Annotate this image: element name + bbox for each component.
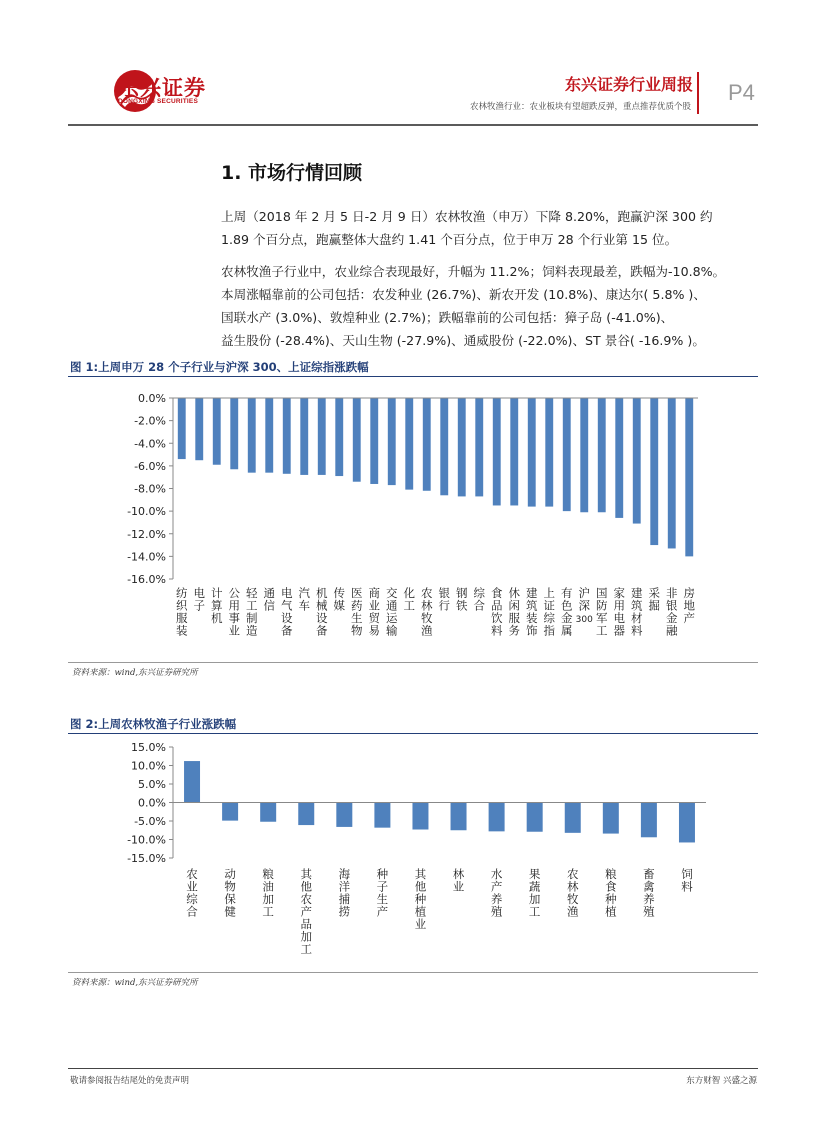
figure-2-source: 资料来源：wind,东兴证券研究所 — [72, 978, 198, 988]
x-tick-label: 医药生物 — [351, 586, 363, 638]
bar — [615, 398, 623, 518]
bar — [563, 398, 571, 511]
bar — [265, 398, 273, 473]
paragraph-line: 益生股份 (-28.4%)、天山生物 (-27.9%)、通威股份 (-22.0%)、ST 景谷( -16.9% )。 — [221, 333, 705, 348]
bar — [178, 398, 186, 459]
x-tick-label: 种子生产 — [376, 867, 389, 919]
page-number: P4 — [728, 80, 755, 105]
bar — [412, 803, 428, 830]
x-tick-label: 计算机 — [211, 586, 223, 625]
x-tick-label: 传媒 — [333, 586, 345, 613]
x-tick-label: 机械设备 — [316, 586, 328, 638]
bar — [528, 398, 536, 507]
bar — [489, 803, 505, 832]
x-tick-label: 采掘 — [648, 586, 660, 613]
paragraph-line: 农林牧渔子行业中，农业综合表现最好，升幅为 11.2%；饲料表现最差，跌幅为-10.8%。 — [221, 264, 726, 279]
bar — [248, 398, 256, 473]
figure-2-title: 图 2:上周农林牧渔子行业涨跌幅 — [70, 717, 237, 731]
x-tick-label: 建筑装饰 — [526, 586, 538, 638]
bar — [336, 803, 352, 827]
x-tick-label: 建筑材料 — [631, 586, 643, 638]
x-tick-label: 交通运输 — [386, 586, 398, 638]
x-tick-label: 通信 — [263, 586, 275, 613]
y-tick-label: -16.0% — [127, 573, 166, 586]
footer-disclaimer: 敬请参阅报告结尾处的免责声明 — [70, 1076, 190, 1086]
bar — [493, 398, 501, 505]
x-tick-label: 林业 — [452, 867, 465, 894]
bar — [685, 398, 693, 556]
x-tick-label: 畜禽养殖 — [643, 867, 655, 919]
bar — [633, 398, 641, 524]
x-tick-label: 农业综合 — [186, 867, 198, 919]
bar — [641, 803, 657, 838]
bar — [300, 398, 308, 475]
bar — [283, 398, 291, 474]
y-tick-label: 10.0% — [131, 759, 166, 773]
figure-1-title-rule — [68, 376, 758, 377]
y-tick-label: -10.0% — [127, 505, 166, 519]
y-tick-label: -5.0% — [134, 815, 166, 828]
logo-text-en: DONGXING SECURITIES — [118, 98, 199, 105]
y-tick-label: -12.0% — [127, 527, 166, 541]
x-tick-label: 纺织服装 — [176, 586, 188, 638]
x-tick-label: 银行 — [438, 586, 450, 613]
x-tick-label: 汽车 — [298, 586, 310, 613]
bar — [423, 398, 431, 491]
x-tick-label: 农林牧渔 — [421, 586, 433, 638]
bar — [374, 803, 390, 828]
bar — [405, 398, 413, 490]
figure-1-source: 资料来源：wind,东兴证券研究所 — [72, 668, 198, 678]
y-tick-label: -8.0% — [134, 482, 166, 496]
paragraph-line: 1.89 个百分点，跑赢整体大盘约 1.41 个百分点，位于申万 28 个行业第 15 位。 — [221, 232, 678, 247]
bar — [580, 398, 588, 512]
y-tick-label: 15.0% — [131, 741, 166, 754]
figure-2-title-rule — [68, 733, 758, 734]
x-tick-label: 饲料 — [681, 867, 693, 894]
bar — [440, 398, 448, 495]
y-tick-label: -15.0% — [127, 852, 166, 865]
figure-1-source-rule — [68, 662, 758, 663]
bar — [451, 803, 467, 831]
x-tick-label: 商业贸易 — [368, 586, 380, 638]
x-tick-label: 电子 — [193, 586, 205, 613]
x-tick-label: 果蔬加工 — [528, 867, 541, 919]
bar — [298, 803, 314, 826]
bar — [335, 398, 343, 476]
x-tick-label: 海洋捕捞 — [338, 867, 351, 919]
bar — [222, 803, 238, 821]
x-tick-label: 水产养殖 — [490, 867, 503, 919]
bar — [370, 398, 378, 484]
x-tick-label: 上证综指 — [543, 586, 555, 638]
report-title: 东兴证券行业周报 — [564, 75, 693, 94]
header-divider — [697, 72, 699, 114]
x-tick-label: 公用事业 — [228, 586, 240, 638]
bar — [195, 398, 203, 460]
x-tick-label: 休闲服务 — [508, 586, 520, 638]
bar — [598, 398, 606, 512]
x-tick-label: 房地产 — [683, 586, 695, 625]
bar — [184, 761, 200, 802]
bar — [388, 398, 396, 485]
x-tick-label: 电气设备 — [281, 586, 293, 638]
x-tick-label: 有色金属 — [561, 586, 573, 638]
x-tick-label: 化工 — [403, 586, 415, 613]
bar — [475, 398, 483, 496]
x-tick-label: 粮油加工 — [262, 867, 274, 919]
x-tick-label: 国防军工 — [596, 586, 608, 638]
bar — [230, 398, 238, 469]
bar — [510, 398, 518, 505]
y-tick-label: -6.0% — [134, 459, 166, 473]
bar — [213, 398, 221, 465]
y-tick-label: -4.0% — [134, 437, 166, 451]
y-tick-label: 0.0% — [138, 392, 166, 405]
x-tick-label: 其他种植业 — [414, 867, 427, 931]
bar — [353, 398, 361, 482]
bar — [318, 398, 326, 475]
figure-2-source-rule — [68, 972, 758, 973]
x-tick-label: 农林牧渔 — [567, 867, 579, 919]
y-tick-label: -14.0% — [127, 550, 166, 564]
y-tick-label: 5.0% — [138, 778, 166, 791]
bar — [565, 803, 581, 833]
x-tick-label: 钢铁 — [456, 586, 468, 613]
logo-text-cn: 东兴证券 — [118, 76, 206, 100]
paragraph-line: 本周涨幅靠前的公司包括：农发种业 (26.7%)、新农开发 (10.8%)、康达尔( 5.8% )、 — [221, 287, 706, 302]
paragraph-line: 上周（2018 年 2 月 5 日-2 月 9 日）农林牧渔（申万）下降 8.20%，跑赢沪深 300 约 — [221, 209, 713, 224]
y-tick-label: -10.0% — [127, 833, 166, 847]
y-tick-label: -2.0% — [134, 414, 166, 428]
footer-rule — [68, 1068, 758, 1069]
bar — [668, 398, 676, 548]
chart-2 — [68, 738, 758, 968]
bar — [650, 398, 658, 545]
x-tick-label: 家用电器 — [613, 586, 625, 638]
paragraph-line: 国联水产 (3.0%)、敦煌种业 (2.7%)；跌幅靠前的公司包括：獐子岛 (-41.0%)、 — [221, 310, 674, 325]
x-tick-label: 其他农产品加工 — [300, 867, 312, 956]
report-subtitle: 农林牧渔行业：农业板块有望超跌反弹，重点推荐优质个股 — [469, 102, 691, 112]
chart-1 — [68, 385, 758, 665]
figure-1-title: 图 1:上周申万 28 个子行业与沪深 300、上证综指涨跌幅 — [70, 360, 369, 374]
bar — [545, 398, 553, 507]
bar — [527, 803, 543, 832]
x-tick-label: 综合 — [473, 586, 485, 613]
bar — [679, 803, 695, 843]
x-tick-label: 非银金融 — [666, 586, 678, 638]
bar — [458, 398, 466, 496]
y-tick-label: 0.0% — [138, 796, 166, 810]
footer-slogan: 东方财智 兴盛之源 — [686, 1076, 757, 1086]
x-tick-label: 沪深 300 — [575, 586, 593, 625]
bar — [603, 803, 619, 834]
bar — [260, 803, 276, 822]
x-tick-label: 轻工制造 — [246, 586, 258, 638]
section-title: 1. 市场行情回顾 — [221, 162, 363, 184]
paragraph-2 — [221, 260, 766, 352]
x-tick-label: 动物保健 — [224, 867, 236, 919]
x-tick-label: 食品饮料 — [491, 586, 503, 638]
header-rule — [68, 124, 758, 126]
x-tick-label: 粮食种植 — [605, 867, 617, 919]
paragraph-1 — [221, 205, 766, 251]
